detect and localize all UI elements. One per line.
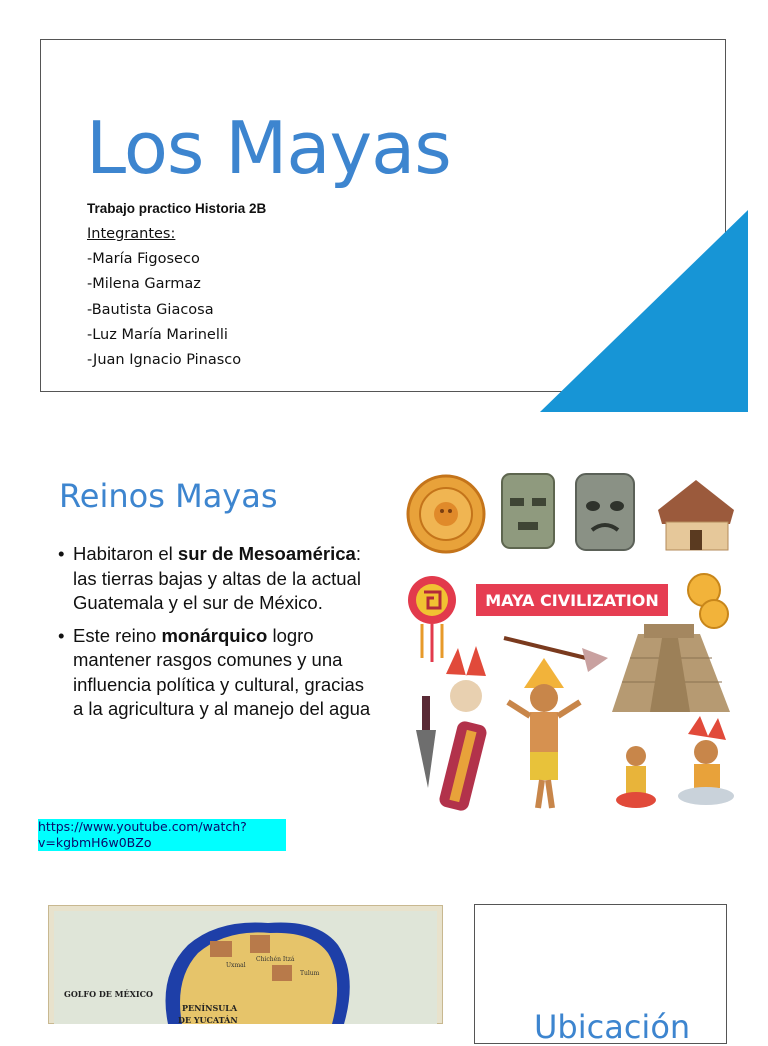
- calendar-stone-icon: [408, 476, 484, 552]
- bullet-list: [58, 542, 378, 730]
- ubicacion-title: Ubicación: [534, 1008, 691, 1046]
- map-city-label: Chichén Itzá: [256, 956, 295, 963]
- page-title: Los Mayas: [86, 106, 451, 190]
- bullet-item: • Este reino monárquico logro mantener rasgos comunes y una influencia política y cultural, gracias a la agricultura y al manejo del agua: [58, 624, 371, 719]
- member-item: -Luz María Marinelli: [87, 326, 228, 343]
- youtube-link[interactable]: https://www.youtube.com/watch?v=kgbmH6w0BZo: [38, 819, 286, 851]
- section-title: Reinos Mayas: [59, 477, 278, 515]
- maya-sitting-man-icon: [678, 716, 734, 805]
- map-label-peninsula: DE YUCATÁN: [178, 1015, 238, 1024]
- maya-civilization-illustration: [400, 462, 746, 814]
- member-item: -Milena Garmaz: [87, 276, 201, 293]
- bullet-item: • Habitaron el sur de Mesoamérica: las tierras bajas y altas de la actual Guatemala y el sur de México.: [58, 543, 361, 613]
- subtitle: Trabajo practico Historia 2B: [87, 201, 267, 216]
- yucatan-map: [48, 905, 443, 1024]
- map-label-gulf: GOLFO DE MÉXICO: [64, 989, 153, 999]
- stone-mask-icon: [502, 474, 554, 548]
- bullet-dot: •: [58, 543, 65, 564]
- maya-woman-icon: [616, 746, 656, 808]
- members-header: Integrantes:: [87, 226, 176, 242]
- banner-text: MAYA CIVILIZATION: [485, 591, 659, 610]
- member-item: -Bautista Giacosa: [87, 301, 214, 318]
- hut-icon: [658, 480, 734, 550]
- map-city-label: Tulum: [300, 970, 320, 977]
- maya-civilization-banner: [476, 584, 668, 616]
- member-item: -María Figoseco: [87, 251, 200, 268]
- map-label-peninsula: PENÍNSULA: [182, 1003, 238, 1013]
- accent-triangle: [540, 210, 748, 412]
- knife-icon: [416, 696, 436, 788]
- spear-icon: [504, 638, 608, 672]
- coins-icon: [688, 574, 728, 628]
- map-city-label: Uxmal: [226, 962, 246, 969]
- member-item: -Juan Ignacio Pinasco: [87, 351, 242, 368]
- bullet-dot: •: [58, 624, 65, 646]
- pyramid-icon: [612, 624, 730, 712]
- medallion-icon: [408, 576, 456, 662]
- maya-chief-icon: [508, 658, 580, 808]
- club-icon: [438, 720, 488, 813]
- warrior-head-icon: [446, 646, 486, 712]
- stone-mask-icon: [576, 474, 634, 550]
- members-list: [87, 222, 241, 373]
